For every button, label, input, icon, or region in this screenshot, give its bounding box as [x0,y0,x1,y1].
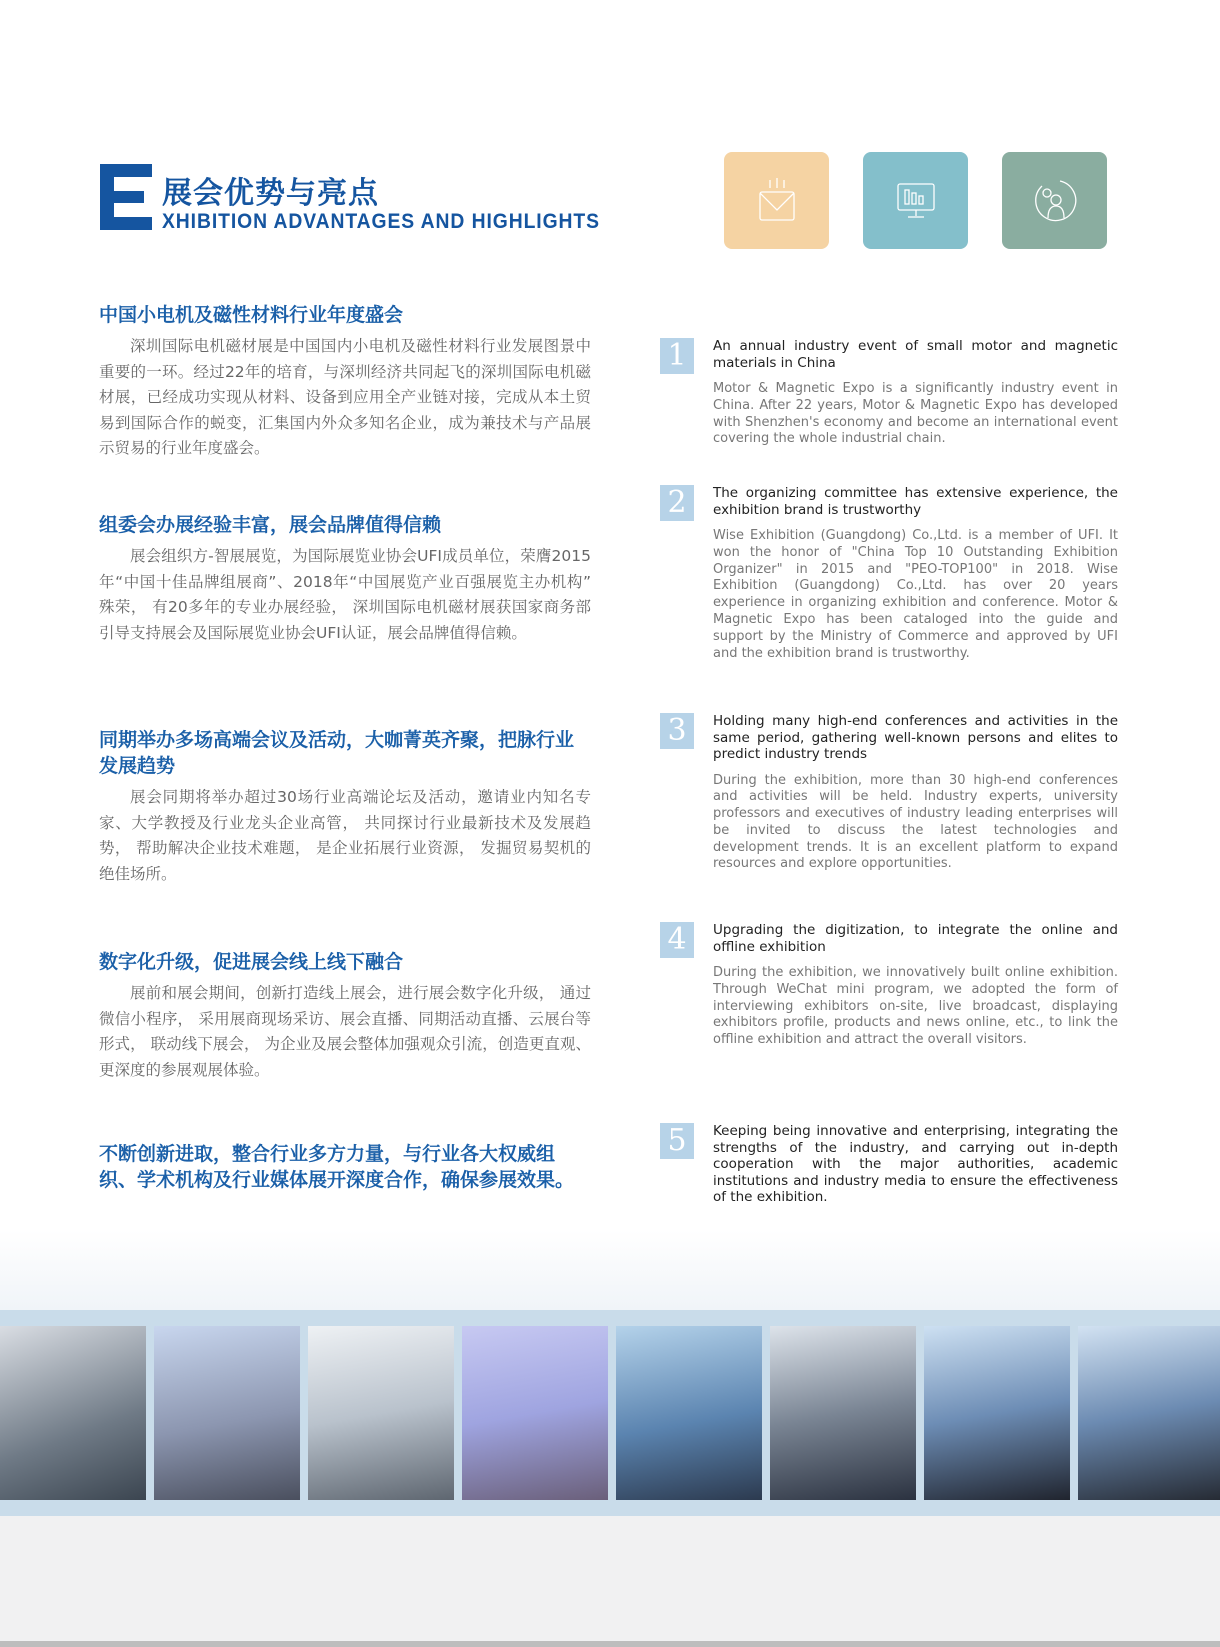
left-section-4 [99,949,591,1083]
photo-strip [0,1310,1220,1516]
section-body: 深圳国际电机磁材展是中国国内小电机及磁性材料行业发展图景中重要的一环。经过22年的培育，与深圳经济共同起飞的深圳国际电机磁材展，已经成功实现从材料、设备到应用全产业链对接，完成从本土贸易到国际合作的蜕变，汇集国内外众多知名企业，成为兼技术与产品展示贸易的行业年度盛会。 [99,337,591,457]
section-heading: 组委会办展经验丰富，展会品牌值得信赖 [99,514,442,536]
section-body: Wise Exhibition (Guangdong) Co.,Ltd. is a member of UFI. It won the honor of "China Top 10 Outstanding Exhibition Organizer" in 2015 and "PEO-TOP100" in 2018. Wise Exhibition (Guangdong) Co.,Ltd. has over 20 years experience in organizing exhibition and conference. Motor & Magnetic Expo has been cataloged into the guide and support by the Ministry of Commerce and approved by UFI and the exhibition brand is trustworthy. [713,528,1118,661]
page-title-cn: 展会优势与亮点 [162,176,379,211]
background-fade [0,1230,1220,1310]
right-section-1 [660,338,1118,448]
page-footer-background [0,1516,1220,1647]
section-heading: 同期举办多场高端会议及活动，大咖菁英齐聚，把脉行业发展趋势 [99,729,575,777]
section-heading: 中国小电机及磁性材料行业年度盛会 [99,304,404,326]
section-heading: 数字化升级，促进展会线上线下融合 [99,951,404,973]
section-body: Motor & Magnetic Expo is a significantly industry event in China. After 22 years, Motor & Magnetic Expo has developed with Shenzhen's economy and become an international event covering the whole industrial chain. [713,381,1118,447]
left-section-3 [99,727,591,887]
exhibition-photo [0,1326,146,1500]
left-section-1 [99,302,591,462]
exhibition-photo [462,1326,608,1500]
monitor-chart-icon [863,152,968,249]
left-section-5 [99,1141,591,1193]
section-body: 展会组织方-智展展览，为国际展览业协会UFI成员单位，荣膺2015年“中国十佳品牌组展商”、2018年“中国展览产业百强展览主办机构” 殊荣， 有20多年的专业办展经验， 深圳国际电机磁材展获国家商务部引导支持展会及国际展览业协会UFI认证，展会品牌值得信赖。 [99,547,591,642]
exhibition-photo [1078,1326,1220,1500]
section-number: 1 [660,338,694,374]
exhibition-photo [308,1326,454,1500]
mail-icon [724,152,829,249]
exhibition-photo [154,1326,300,1500]
section-heading: 不断创新进取，整合行业多方力量，与行业各大权威组织、学术机构及行业媒体展开深度合作，确保参展效果。 [99,1143,575,1191]
section-body: During the exhibition, more than 30 high-end conferences and activities will be held. Industry experts, university professors and executives of industry leading enterprises will be invited to discuss the latest technologies and development trends. It is an excellent platform to expand resources and explore opportunities. [713,772,1118,872]
section-number: 2 [660,485,694,521]
section-title: Holding many high-end conferences and activities in the same period, gathering well-known persons and elites to predict industry trends [713,713,1118,762]
right-section-3 [660,713,1118,873]
section-title: An annual industry event of small motor and magnetic materials in China [713,338,1118,371]
exhibition-photo [616,1326,762,1500]
section-title: Keeping being innovative and enterprising, integrating the strengths of the industry, and carrying out in-depth cooperation with the major authorities, academic institutions and industry media to ensure the effectiveness of the exhibition. [713,1123,1118,1205]
section-body: 展会同期将举办超过30场行业高端论坛及活动，邀请业内知名专家、大学教授及行业龙头企业高管， 共同探讨行业最新技术及发展趋势， 帮助解决企业技术难题， 是企业拓展行业资源， 发掘贸易契机的绝佳场所。 [99,788,591,883]
right-section-5 [660,1123,1118,1206]
section-number: 3 [660,713,694,749]
header-letter-e-logo [100,164,152,230]
section-number: 4 [660,922,694,958]
right-section-4 [660,922,1118,1049]
exhibition-photo [770,1326,916,1500]
exhibition-photo [924,1326,1070,1500]
left-section-2 [99,512,591,646]
bottom-divider [0,1641,1220,1647]
page-title-en: XHIBITION ADVANTAGES AND HIGHLIGHTS [162,210,600,233]
people-network-icon [1002,152,1107,249]
section-title: The organizing committee has extensive experience, the exhibition brand is trustworthy [713,485,1118,518]
section-title: Upgrading the digitization, to integrate the online and offline exhibition [713,922,1118,955]
section-body: 展前和展会期间，创新打造线上展会，进行展会数字化升级， 通过微信小程序， 采用展商现场采访、展会直播、同期活动直播、云展台等形式， 联动线下展会， 为企业及展会整体加强观众引流，创造更直观、更深度的参展观展体验。 [99,984,591,1079]
section-number: 5 [660,1123,694,1159]
section-body: During the exhibition, we innovatively built online exhibition. Through WeChat mini program, we adopted the form of interviewing exhibitors on-site, live broadcast, displaying exhibitors profile, products and news online, etc., to link the offline exhibition and attract the overall visitors. [713,965,1118,1048]
right-section-2 [660,485,1118,662]
